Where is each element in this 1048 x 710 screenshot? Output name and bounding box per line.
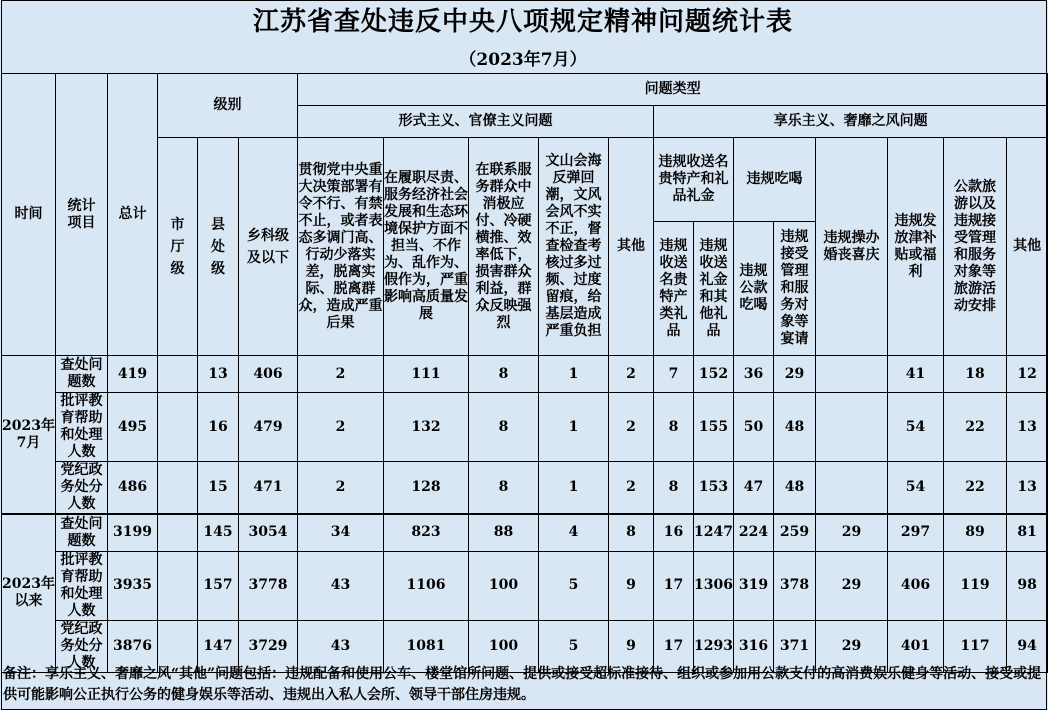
data-cell: 8 [469,462,539,515]
data-cell: 1 [539,462,609,515]
data-cell: 29 [816,551,888,620]
data-cell: 486 [108,462,158,515]
data-cell: 1 [539,393,609,462]
data-cell [816,462,888,515]
data-cell: 1106 [384,551,469,620]
data-cell: 3876 [108,620,158,672]
data-cell: 5 [539,620,609,672]
data-cell [158,356,198,393]
data-cell: 495 [108,393,158,462]
header-hedonism-other: 其他 [1007,138,1048,356]
header-eat-2: 违规接受管理和服务对象等宴请 [774,222,816,356]
data-cell: 34 [298,514,384,551]
data-cell: 319 [734,551,774,620]
header-formalism: 形式主义、官僚主义问题 [298,106,654,138]
header-formalism-4: 文山会海反弹回潮，文风会风不实不正，督查检查考核过多过频、过度留痕，给基层造成严重负担 [539,138,609,356]
table-title: 江苏省查处违反中央八项规定精神问题统计表 [252,7,793,37]
data-cell: 147 [198,620,239,672]
data-cell: 1 [539,356,609,393]
header-item-text: 统计项目 [67,197,96,231]
data-cell: 111 [384,356,469,393]
data-cell: 371 [774,620,816,672]
header-gift-2: 违规收送礼金和其他礼品 [694,222,734,356]
table-row [2,356,1048,393]
data-cell: 153 [694,462,734,515]
data-cell: 29 [816,620,888,672]
data-cell [158,393,198,462]
data-cell [158,462,198,515]
data-cell: 2 [298,462,384,515]
data-cell: 3054 [239,514,298,551]
row-label-text: 党纪政务处分人数 [60,620,103,671]
data-cell: 47 [734,462,774,515]
data-cell: 117 [944,620,1007,672]
data-cell: 2 [609,462,654,515]
data-cell: 401 [888,620,944,672]
period-cell: 2023年以来 [2,514,56,672]
data-cell: 98 [1007,551,1048,620]
table-body [2,356,1048,673]
data-cell: 8 [469,356,539,393]
data-cell: 479 [239,393,298,462]
header-problem-type: 问题类型 [298,74,1048,106]
header-level-county-text: 县处级 [211,216,225,277]
row-label-text: 查处问题数 [60,515,103,549]
data-cell: 145 [198,514,239,551]
data-cell: 157 [198,551,239,620]
table-subtitle: （2023年7月） [459,50,587,70]
row-label-text: 批评教育帮助和处理人数 [60,551,103,619]
data-cell: 297 [888,514,944,551]
header-formalism-other: 其他 [609,138,654,356]
data-cell: 43 [298,551,384,620]
data-cell: 7 [654,356,694,393]
data-cell: 9 [609,620,654,672]
data-cell: 316 [734,620,774,672]
data-cell: 16 [198,393,239,462]
data-cell: 16 [654,514,694,551]
data-cell [158,514,198,551]
data-cell: 2 [609,393,654,462]
data-cell: 13 [1007,393,1048,462]
data-cell: 50 [734,393,774,462]
table-row [2,514,1048,551]
header-formalism-2: 在履职尽责、服务经济社会发展和生态环境保护方面不担当、不作为、乱作为、假作为，严重影响高质量发展 [384,138,469,356]
row-label [56,462,108,515]
data-cell: 13 [1007,462,1048,515]
data-cell: 8 [654,462,694,515]
data-cell: 3729 [239,620,298,672]
data-cell: 8 [654,393,694,462]
data-cell: 419 [108,356,158,393]
data-cell: 9 [609,551,654,620]
data-cell: 1306 [694,551,734,620]
row-label-text: 批评教育帮助和处理人数 [60,393,103,460]
data-cell: 100 [469,620,539,672]
data-cell: 155 [694,393,734,462]
data-cell [816,393,888,462]
header-time: 时间 [2,74,56,356]
data-cell: 22 [944,393,1007,462]
data-cell [816,356,888,393]
data-cell: 2 [298,393,384,462]
header-level-county [198,138,239,356]
header-formalism-1: 贯彻党中央重大决策部署有令不行、有禁不止，或者表态多调门高、行动少落实差，脱离实际、脱离群众，造成严重后果 [298,138,384,356]
data-cell: 471 [239,462,298,515]
data-cell: 43 [298,620,384,672]
header-level-city-text: 市厅级 [170,216,185,277]
data-cell: 3199 [108,514,158,551]
data-cell: 152 [694,356,734,393]
data-cell: 36 [734,356,774,393]
header-total: 总计 [108,74,158,356]
data-cell: 89 [944,514,1007,551]
header-hedonism: 享乐主义、奢靡之风问题 [654,106,1048,138]
data-cell: 22 [944,462,1007,515]
header-gift-1: 违规收送名贵特产类礼品 [654,222,694,356]
row-label [56,551,108,620]
header-level-town [239,138,298,356]
data-cell: 88 [469,514,539,551]
data-cell: 18 [944,356,1007,393]
data-cell: 8 [469,393,539,462]
data-cell: 4 [539,514,609,551]
data-cell: 12 [1007,356,1048,393]
footnote: 备注：享乐主义、奢靡之风“其他”问题包括：违规配备和使用公车、楼堂馆所问题、提供或接受超标准接待、组织或参加用公款支付的高消费娱乐健身等活动、接受或提供可能影响公正执行公务的健身娱乐等活动、违规出入私人会所、领导干部住房违规。 [3,666,1042,703]
data-cell: 94 [1007,620,1048,672]
row-label [56,514,108,551]
data-cell: 823 [384,514,469,551]
header-item [56,74,108,356]
header-formalism-3: 在联系服务群众中消极应付、冷硬横推、效率低下，损害群众利益，群众反映强烈 [469,138,539,356]
data-cell: 48 [774,393,816,462]
data-cell: 1293 [694,620,734,672]
data-cell: 100 [469,551,539,620]
data-cell: 132 [384,393,469,462]
header-wedding: 违规操办婚丧喜庆 [816,138,888,356]
data-cell: 15 [198,462,239,515]
data-cell: 17 [654,551,694,620]
data-cell: 29 [816,514,888,551]
header-gift: 违规收送名贵特产和礼品礼金 [654,138,734,222]
header-eat-1: 违规公款吃喝 [734,222,774,356]
data-cell: 119 [944,551,1007,620]
data-cell: 29 [774,356,816,393]
data-cell: 406 [239,356,298,393]
data-cell: 3778 [239,551,298,620]
data-cell: 41 [888,356,944,393]
data-cell: 406 [888,551,944,620]
data-cell [158,551,198,620]
header-travel: 公款旅游以及违规接受管理和服务对象等旅游活动安排 [944,138,1007,356]
table-row [2,551,1048,620]
data-cell: 5 [539,551,609,620]
table-row [2,393,1048,462]
data-cell: 2 [609,356,654,393]
header-level-city [158,138,198,356]
data-cell: 81 [1007,514,1048,551]
statistics-table [1,73,1048,673]
row-label [56,393,108,462]
data-cell: 48 [774,462,816,515]
data-cell: 1081 [384,620,469,672]
period-cell: 2023年7月 [2,356,56,515]
data-cell: 54 [888,462,944,515]
data-cell: 2 [298,356,384,393]
header-subsidy: 违规发放津补贴或福利 [888,138,944,356]
row-label [56,356,108,393]
data-cell: 13 [198,356,239,393]
data-cell: 3935 [108,551,158,620]
data-cell: 8 [609,514,654,551]
data-cell: 1247 [694,514,734,551]
table-row [2,462,1048,515]
row-label-text: 查处问题数 [60,357,103,390]
data-cell: 128 [384,462,469,515]
data-cell: 17 [654,620,694,672]
header-level-town-text: 乡科级及以下 [247,227,290,266]
data-cell: 259 [774,514,816,551]
data-cell: 224 [734,514,774,551]
header-level: 级别 [158,74,298,138]
row-label-text: 党纪政务处分人数 [60,462,103,512]
header-eat: 违规吃喝 [734,138,816,222]
data-cell: 378 [774,551,816,620]
data-cell: 54 [888,393,944,462]
